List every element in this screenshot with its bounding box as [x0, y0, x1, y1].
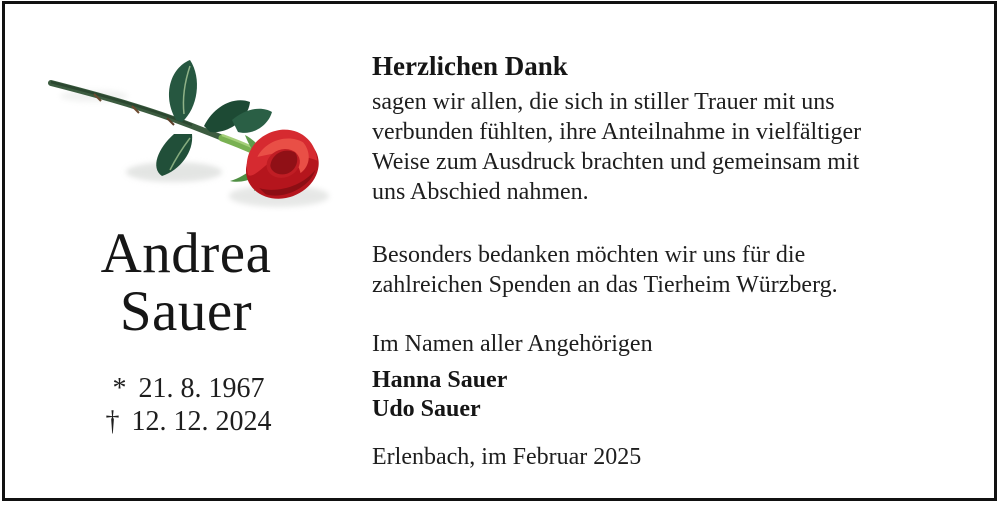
thanks-line: uns Abschied nahmen.: [372, 179, 589, 205]
place-date-line: Erlenbach, im Februar 2025: [372, 444, 642, 470]
mourner-name: Hanna Sauer: [372, 367, 508, 393]
died-cross-icon: †: [105, 406, 120, 437]
birth-date-row: [55, 372, 317, 405]
life-dates: [55, 372, 317, 438]
deceased-first-name: Andrea: [100, 222, 272, 285]
death-date-row: [55, 405, 317, 438]
thanks-line: Weise zum Ausdruck brachten und gemeinsam mit: [372, 149, 860, 175]
born-star-icon: *: [112, 373, 127, 404]
notice-heading: Herzlichen Dank: [372, 51, 568, 81]
death-date: 12. 12. 2024: [131, 406, 272, 437]
mourners-list: [372, 366, 972, 424]
donation-line: Besonders bedanken möchten wir uns für die: [372, 242, 806, 268]
thanks-line: verbunden fühlten, ihre Anteilnahme in vielfältiger: [372, 119, 862, 145]
donation-line: zahlreichen Spenden an das Tierheim Würzberg.: [372, 272, 838, 298]
behalf-line: Im Namen aller Angehörigen: [372, 331, 653, 357]
mourner-name: Udo Sauer: [372, 396, 481, 422]
deceased-last-name: Sauer: [119, 280, 253, 343]
thanks-line: sagen wir allen, die sich in stiller Trauer mit uns: [372, 89, 835, 115]
deceased-name: [55, 222, 317, 343]
thanks-paragraph: [372, 87, 972, 207]
donation-paragraph: [372, 240, 972, 300]
rose-image: [24, 16, 344, 221]
rose-illustration: [24, 16, 344, 221]
birth-date: 21. 8. 1967: [138, 373, 265, 404]
